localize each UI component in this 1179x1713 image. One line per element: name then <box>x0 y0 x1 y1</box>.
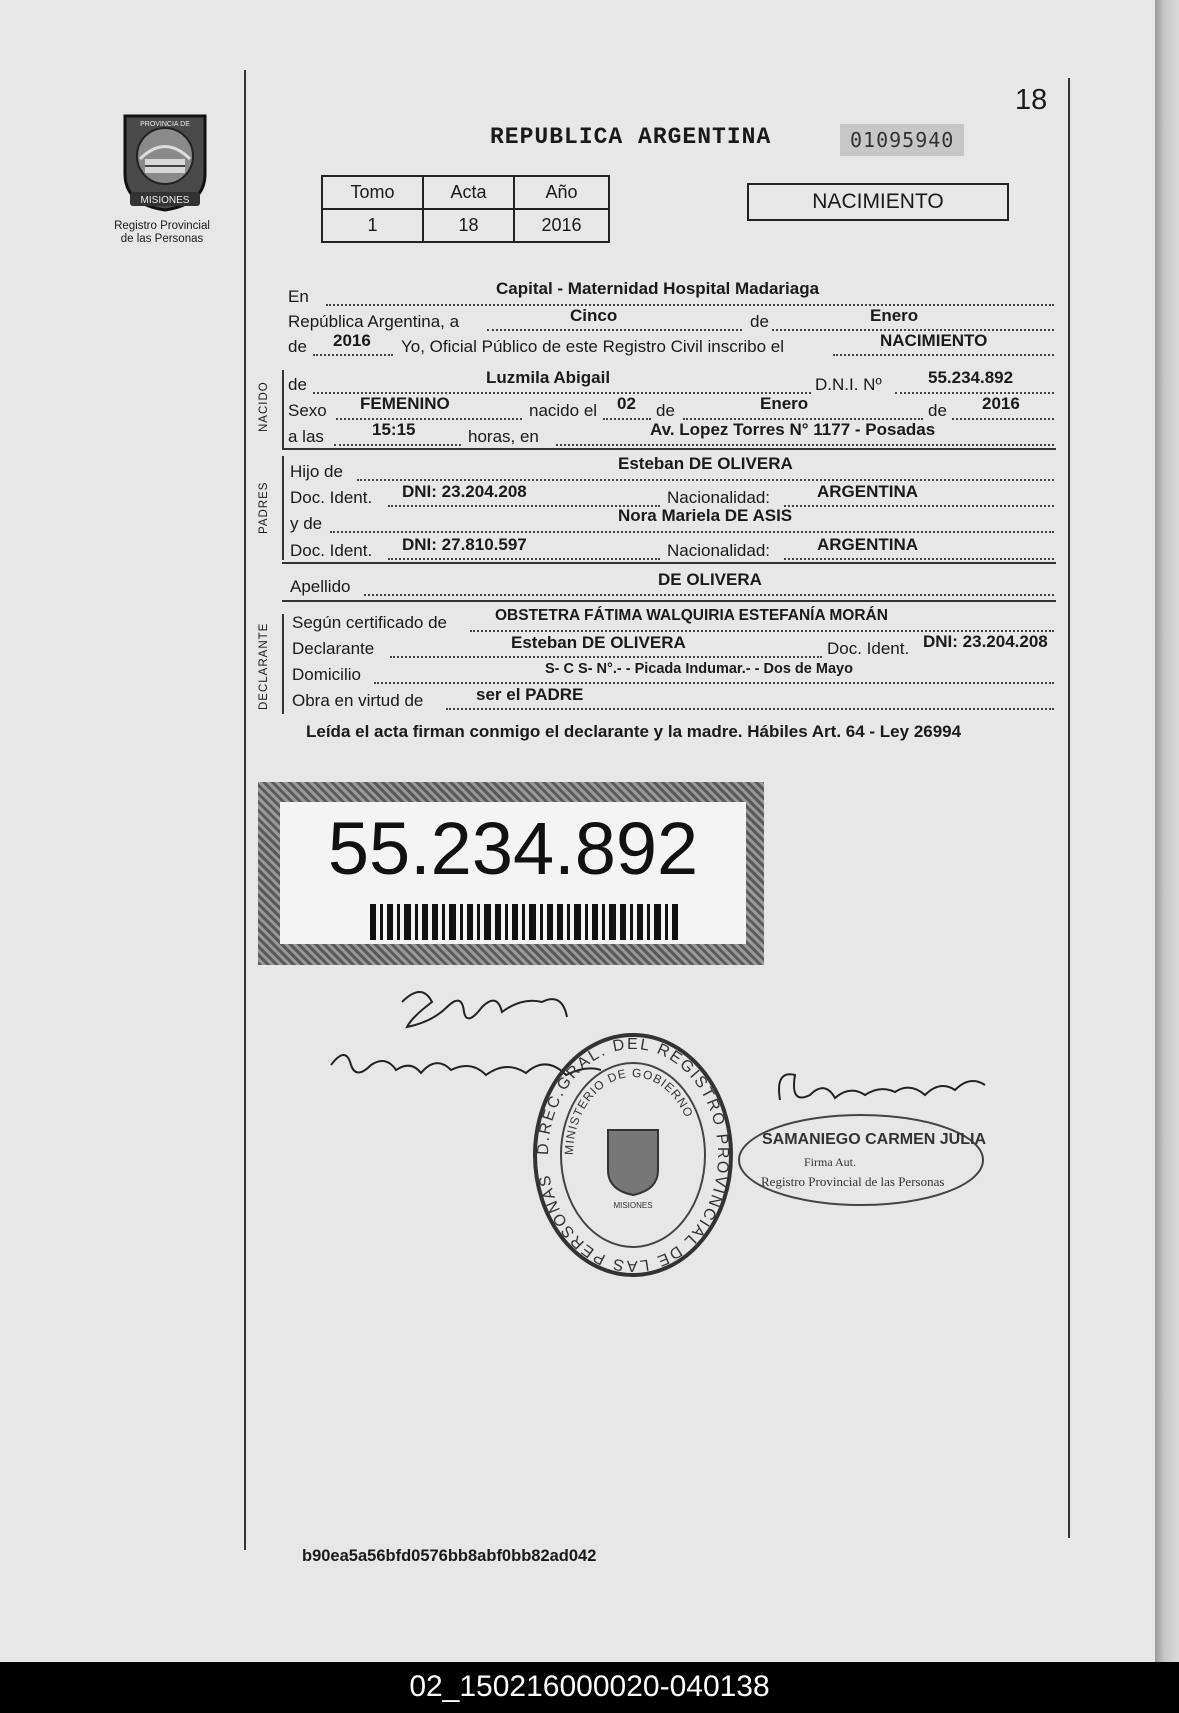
registry-table <box>321 175 610 243</box>
doc-ident-label-3: Doc. Ident. <box>827 639 910 658</box>
inscribo-text: Yo, Oficial Público de este Registro Civil inscribo el <box>401 337 784 356</box>
document-title: REPUBLICA ARGENTINA <box>490 124 772 150</box>
province-logo-icon <box>110 104 220 214</box>
section-bar-nacido <box>282 370 284 448</box>
header-acta: Acta <box>423 176 514 209</box>
dotted-line <box>374 681 1054 684</box>
de4-label: de <box>656 401 675 420</box>
footer-label: 02_150216000020-040138 <box>409 1670 770 1703</box>
value-anio: 2016 <box>514 209 609 242</box>
logo-bottom-text: MISIONES <box>140 195 190 206</box>
apellido-value: DE OLIVERA <box>658 570 762 589</box>
a-las-label: a las <box>288 427 324 446</box>
father-nat: ARGENTINA <box>817 482 919 501</box>
stamp-name: SAMANIEGO CARMEN JULIA <box>762 1131 986 1148</box>
de2-label: de <box>288 337 307 356</box>
dotted-line <box>833 353 1054 356</box>
mother-dni: DNI: 27.810.597 <box>402 535 527 554</box>
dni-label: D.N.I. Nº <box>815 375 882 394</box>
mother-nat: ARGENTINA <box>817 535 919 554</box>
name-value: Luzmila Abigail <box>486 368 611 387</box>
registry-header-row <box>322 176 609 209</box>
en-value: Capital - Maternidad Hospital Madariaga <box>496 279 820 298</box>
en-label: En <box>288 287 309 306</box>
republica-label: República Argentina, a <box>288 312 460 331</box>
stamp-role: Firma Aut. <box>804 1155 857 1169</box>
year-value: 2016 <box>333 331 371 350</box>
header-anio: Año <box>514 176 609 209</box>
side-label-padres: PADRES <box>258 481 270 534</box>
y-de-label: y de <box>290 514 323 533</box>
father-name: Esteban DE OLIVERA <box>618 454 793 473</box>
de5-label: de <box>928 401 947 420</box>
segun-label: Según certificado de <box>292 613 447 632</box>
dotted-line <box>326 303 1054 306</box>
dotted-line <box>487 328 742 331</box>
mother-signature-text: De asis nora mariela <box>331 1103 341 1104</box>
domicilio-label: Domicilio <box>292 665 361 684</box>
father-signature-text: Ebe Olor <box>402 1040 406 1041</box>
logo-caption-line1: Registro Provincial <box>114 220 210 232</box>
dotted-line <box>784 504 1054 507</box>
serial-number: 01095940 <box>840 124 964 156</box>
dotted-line <box>364 593 1054 596</box>
registry-seal-icon <box>528 1030 738 1280</box>
header-tomo: Tomo <box>322 176 423 209</box>
dotted-line <box>390 655 822 658</box>
side-label-declarante: DECLARANTE <box>258 622 270 710</box>
hijo-label: Hijo de <box>290 462 343 481</box>
logo-caption-line2: de las Personas <box>120 233 204 245</box>
de3-label: de <box>288 375 307 394</box>
inscribo-value: NACIMIENTO <box>880 331 988 350</box>
dotted-line <box>556 443 1054 446</box>
birth-year: 2016 <box>982 394 1020 413</box>
declarante-label: Declarante <box>292 639 375 658</box>
obra-value: ser el PADRE <box>476 685 584 704</box>
seal-ring-text: D.REC.GRAL. DEL REGISTRO PROVINCIAL DE LAS PERSONAS <box>534 1035 732 1275</box>
value-tomo: 1 <box>322 209 423 242</box>
section-bar-padres <box>282 456 284 560</box>
dni-value: 55.234.892 <box>928 368 1014 387</box>
birth-place: Av. Lopez Torres N° 1177 - Posadas <box>650 420 936 439</box>
mother-name: Nora Mariela DE ASIS <box>618 506 793 525</box>
value-acta: 18 <box>423 209 514 242</box>
declarante-value: Esteban DE OLIVERA <box>511 633 686 652</box>
nacionalidad-label: Nacionalidad: <box>667 488 771 507</box>
sexo-label: Sexo <box>288 401 327 420</box>
father-dni: DNI: 23.204.208 <box>402 482 527 501</box>
dotted-line <box>784 557 1054 560</box>
page-number: 18 <box>1015 84 1048 116</box>
dotted-line <box>313 353 393 356</box>
dotted-line <box>330 530 1054 533</box>
doc-ident-label: Doc. Ident. <box>290 488 373 507</box>
seal-inner-text: MINISTERIO DE GOBIERNO <box>561 1065 697 1156</box>
document-hash: b90ea5a56bfd0576bb8abf0bb82ad042 <box>302 1547 597 1565</box>
dotted-line <box>357 478 1054 481</box>
stamp-office: Registro Provincial de las Personas <box>761 1174 945 1189</box>
section-bar-declarante <box>282 614 284 714</box>
dotted-line <box>334 443 461 446</box>
section-divider <box>282 562 1056 564</box>
section-divider <box>282 600 1056 602</box>
dotted-line <box>446 707 1054 710</box>
birth-day: 02 <box>617 394 636 413</box>
day-value: Cinco <box>570 306 618 325</box>
official-signature-text: Grupo de Carmut <box>780 1128 788 1129</box>
dotted-line <box>603 417 651 420</box>
nacionalidad-label-2: Nacionalidad: <box>667 541 771 560</box>
domicilio-value: S- C S- N°.- - Picada Indumar.- - Dos de Mayo <box>545 661 853 677</box>
dotted-line <box>895 391 1054 394</box>
left-margin-line <box>244 70 246 1550</box>
nacido-el-label: nacido el <box>529 401 598 420</box>
birth-month: Enero <box>760 394 809 413</box>
horas-label: horas, en <box>468 427 539 446</box>
logo-caption <box>92 220 232 246</box>
declarante-dni: DNI: 23.204.208 <box>923 632 1048 651</box>
birth-time: 15:15 <box>372 420 416 439</box>
dni-sticker <box>258 782 764 965</box>
dotted-line <box>336 417 522 420</box>
logo-top-text: PROVINCIA DE <box>140 121 190 128</box>
seal-center-text: MISIONES <box>613 1201 653 1210</box>
dotted-line <box>388 557 660 560</box>
dni-sticker-number: 55.234.892 <box>327 807 699 890</box>
apellido-label: Apellido <box>290 577 351 596</box>
segun-value: OBSTETRA FÁTIMA WALQUIRIA ESTEFANÍA MORÁN <box>495 607 888 624</box>
closing-text: Leída el acta firman conmigo el declarante y la madre. Hábiles Art. 64 - Ley 26994 <box>306 722 962 741</box>
document-type-box: NACIMIENTO <box>747 183 1009 221</box>
dni-sticker-inner <box>280 802 746 944</box>
right-margin-line <box>1068 78 1070 1538</box>
barcode-icon <box>370 904 680 940</box>
sexo-value: FEMENINO <box>360 394 450 413</box>
official-stamp <box>736 1110 986 1210</box>
doc-ident-label-2: Doc. Ident. <box>290 541 373 560</box>
side-label-nacido: NACIDO <box>258 381 270 432</box>
page-edge-shadow <box>1155 0 1179 1662</box>
month-value: Enero <box>870 306 919 325</box>
registry-value-row <box>322 209 609 242</box>
obra-label: Obra en virtud de <box>292 691 424 710</box>
dotted-line <box>952 417 1054 420</box>
footer-bar <box>0 1662 1179 1713</box>
section-divider <box>282 448 1056 450</box>
de-label: de <box>750 312 769 331</box>
